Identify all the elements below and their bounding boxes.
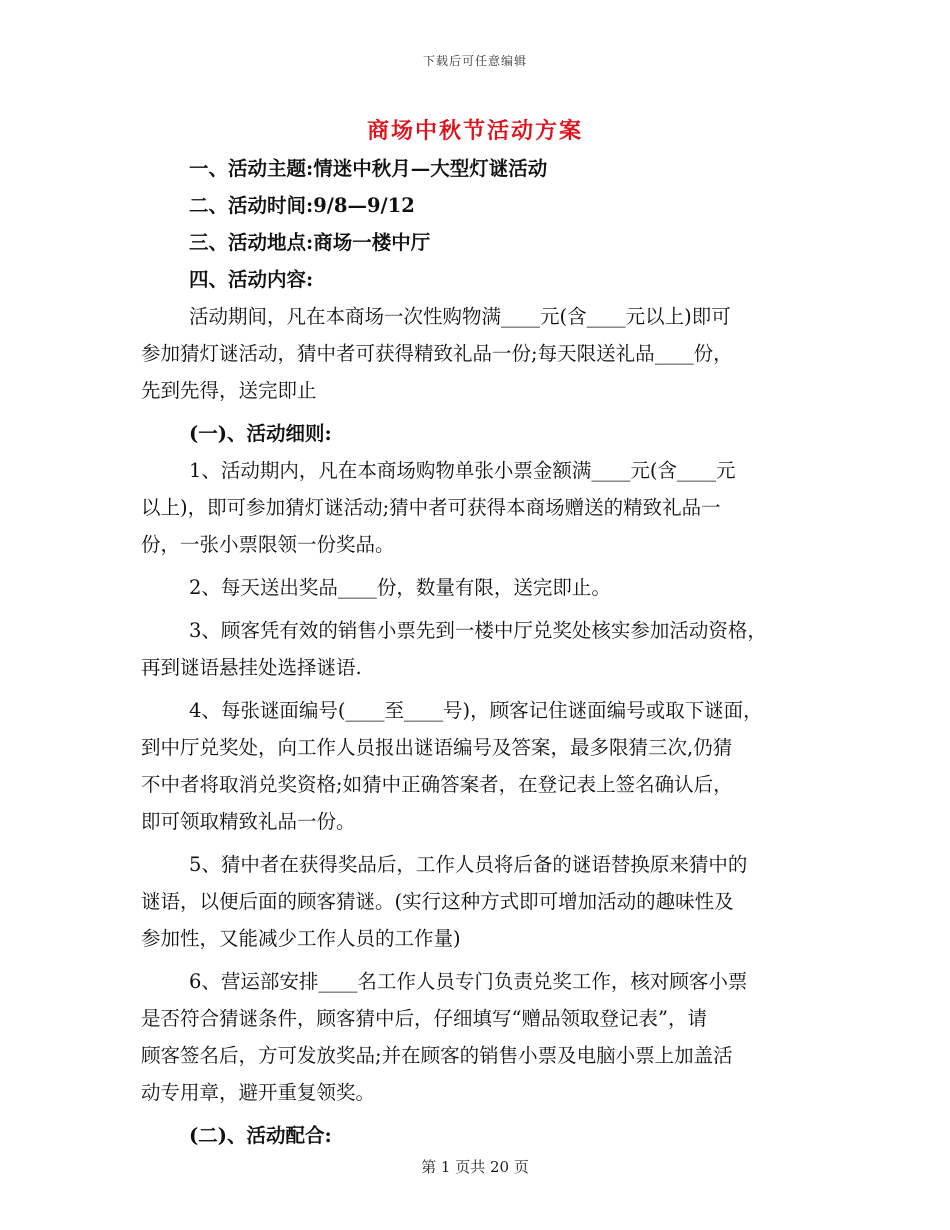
section-location: 三、活动地点:商场一楼中厅	[189, 231, 431, 254]
rule-1-line: 份，一张小票限领一份奖品。	[141, 533, 395, 556]
page-footer: 第 1 页共 20 页	[421, 1158, 529, 1176]
rule-5-line: 5、猜中者在获得奖品后，工作人员将后备的谜语替换原来猜中的	[189, 853, 748, 876]
rule-4-line: 即可领取精致礼品一份。	[141, 810, 356, 833]
rule-6-line: 动专用章，避开重复领奖。	[141, 1081, 376, 1104]
rule-1-line: 以上)，即可参加猜灯谜活动;猜中者可获得本商场赠送的精致礼品一	[141, 496, 721, 519]
rule-6-line: 6、营运部安排____名工作人员专门负责兑奖工作，核对顾客小票	[189, 970, 748, 993]
subsection-cooperation-heading: (二)、活动配合:	[189, 1124, 332, 1147]
document-body	[141, 150, 813, 1154]
rule-3-line: 3、顾客凭有效的销售小票先到一楼中厅兑奖处核实参加活动资格，	[189, 619, 767, 642]
subsection-rules-heading: (一)、活动细则:	[189, 422, 332, 445]
rule-4-line: 4、每张谜面编号(____至____号)，顾客记住谜面编号或取下谜面，	[189, 699, 763, 722]
paragraph-line: 先到先得，送完即止	[141, 379, 317, 402]
rule-5-line: 谜语，以便后面的顾客猜谜。(实行这种方式即可增加活动的趣味性及	[141, 890, 734, 913]
rule-6-line: 是否符合猜谜条件，顾客猜中后，仔细填写“赠品领取登记表”，请	[141, 1007, 707, 1030]
section-theme: 一、活动主题:情迷中秋月—大型灯谜活动	[189, 157, 548, 180]
section-time: 二、活动时间:9/8—9/12	[189, 194, 415, 217]
rule-6-line: 顾客签名后，方可发放奖品;并在顾客的销售小票及电脑小票上加盖活	[141, 1044, 733, 1067]
paragraph-line: 活动期间，凡在本商场一次性购物满____元(含____元以上)即可	[189, 305, 731, 328]
section-content-heading: 四、活动内容:	[189, 268, 314, 291]
rule-2-line: 2、每天送出奖品____份，数量有限，送完即止。	[189, 576, 611, 599]
rule-5-line: 参加性，又能减少工作人员的工作量)	[141, 927, 461, 950]
rule-1-line: 1、活动期内，凡在本商场购物单张小票金额满____元(含____元	[189, 459, 736, 482]
paragraph-line: 参加猜灯谜活动，猜中者可获得精致礼品一份;每天限送礼品____份，	[141, 342, 733, 365]
rule-4-line: 不中者将取消兑奖资格;如猜中正确答案者，在登记表上签名确认后，	[141, 773, 733, 796]
rule-4-line: 到中厅兑奖处，向工作人员报出谜语编号及答案，最多限猜三次,仍猜	[141, 736, 733, 759]
rule-3-line: 再到谜语悬挂处选择谜语.	[141, 656, 362, 679]
document-title: 商场中秋节活动方案	[366, 118, 583, 144]
page-header: 下载后可任意编辑	[422, 54, 527, 68]
